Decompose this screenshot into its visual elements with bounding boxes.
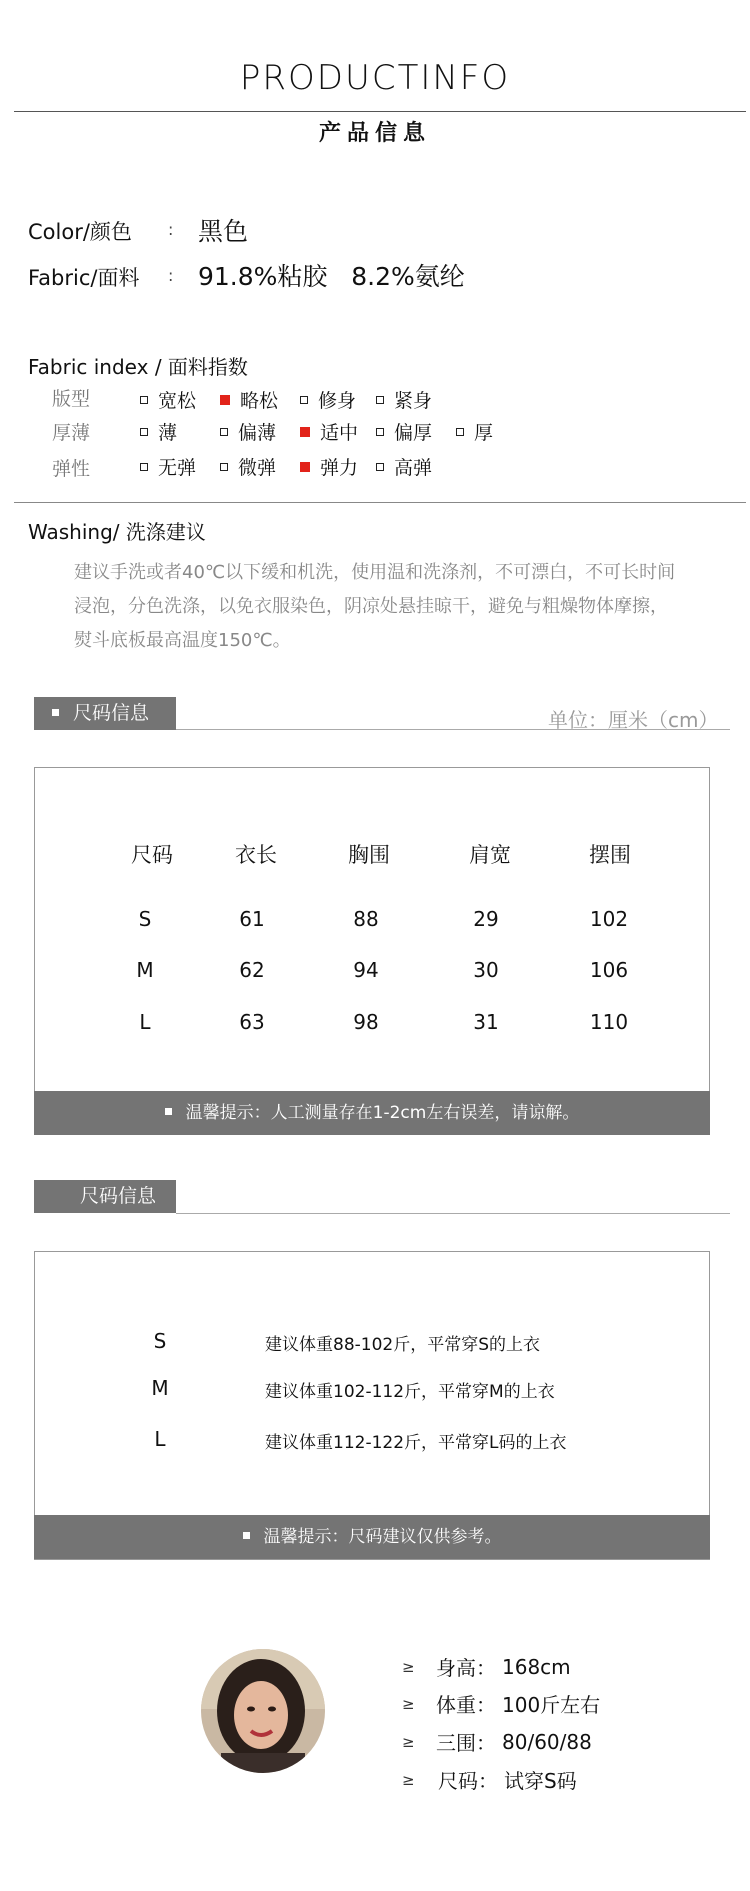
checkbox-checked-icon bbox=[220, 395, 230, 405]
option-item: 紧身 bbox=[376, 386, 432, 413]
option-item: 修身 bbox=[300, 386, 356, 413]
header-divider bbox=[14, 111, 746, 112]
option-item-selected: 弹力 bbox=[300, 453, 358, 480]
table-cell: 29 bbox=[473, 907, 499, 931]
fabric-label: Fabric/面料 bbox=[28, 266, 140, 290]
unit-label: 单位：厘米（cm） bbox=[548, 708, 719, 732]
fit-row-label: 版型 bbox=[52, 388, 91, 410]
square-icon bbox=[243, 1532, 250, 1539]
option-item: 微弹 bbox=[220, 453, 276, 480]
rec-size-label: M bbox=[151, 1376, 169, 1400]
model-measurements: ≥ 三围： 80/60/88 bbox=[402, 1729, 592, 1755]
model-weight: ≥ 体重： 100斤左右 bbox=[402, 1693, 601, 1717]
model-height: ≥ 身高： 168cm bbox=[402, 1654, 571, 1680]
table-cell: 102 bbox=[589, 907, 629, 931]
table-cell: S bbox=[138, 907, 152, 931]
option-item: 厚 bbox=[456, 418, 493, 445]
recommend-tip: 温馨提示：尺码建议仅供参考。 bbox=[34, 1515, 710, 1559]
size-recommend-underline bbox=[176, 1213, 730, 1214]
size-table bbox=[34, 767, 710, 1135]
table-cell: 98 bbox=[353, 1010, 379, 1034]
color-value: 黑色 bbox=[198, 217, 249, 246]
size-table-header: 胸围 bbox=[348, 843, 390, 867]
rec-size-text: 建议体重88-102斤，平常穿S的上衣 bbox=[265, 1335, 541, 1355]
size-table-header: 衣长 bbox=[235, 843, 277, 867]
table-cell: 30 bbox=[473, 958, 499, 982]
model-avatar bbox=[201, 1649, 325, 1773]
table-cell: 106 bbox=[589, 958, 629, 982]
checkbox-icon bbox=[376, 396, 384, 404]
option-item-selected: 略松 bbox=[220, 386, 278, 413]
washing-text bbox=[74, 556, 744, 658]
size-table-header: 肩宽 bbox=[469, 843, 511, 867]
checkbox-icon bbox=[140, 428, 148, 436]
washing-line: 浸泡，分色洗涤，以免衣服染色，阴凉处悬挂晾干，避免与粗燥物体摩擦， bbox=[74, 596, 668, 617]
checkbox-checked-icon bbox=[300, 462, 310, 472]
table-cell: 61 bbox=[239, 907, 265, 931]
thickness-row-label: 厚薄 bbox=[52, 422, 91, 444]
color-colon: : bbox=[168, 220, 174, 239]
model-size: ≥ 尺码： 试穿S码 bbox=[402, 1769, 577, 1793]
size-recommend-tab: 尺码信息 bbox=[34, 1180, 176, 1213]
page-title-cn: 产品信息 bbox=[318, 121, 431, 146]
rec-size-label: S bbox=[153, 1329, 167, 1353]
section-divider bbox=[14, 502, 746, 503]
checkbox-icon bbox=[376, 428, 384, 436]
table-cell: 62 bbox=[239, 958, 265, 982]
arrow-icon: ≥ bbox=[402, 1770, 415, 1789]
table-cell: 94 bbox=[353, 958, 379, 982]
size-table-header: 摆围 bbox=[589, 843, 631, 867]
size-table-header: 尺码 bbox=[131, 843, 173, 867]
arrow-icon: ≥ bbox=[402, 1732, 415, 1751]
table-cell: 88 bbox=[353, 907, 379, 931]
page-title-en: PRODUCTINFO bbox=[239, 58, 511, 98]
arrow-icon: ≥ bbox=[402, 1694, 415, 1713]
rec-size-text: 建议体重102-112斤，平常穿M的上衣 bbox=[265, 1382, 555, 1402]
option-item: 高弹 bbox=[376, 453, 432, 480]
table-cell: 63 bbox=[239, 1010, 265, 1034]
checkbox-icon bbox=[220, 428, 228, 436]
rec-size-text: 建议体重112-122斤，平常穿L码的上衣 bbox=[265, 1433, 567, 1453]
size-info-tab: 尺码信息 bbox=[34, 697, 176, 730]
option-item: 偏薄 bbox=[220, 418, 276, 445]
fabric-colon: : bbox=[168, 266, 174, 285]
checkbox-icon bbox=[300, 396, 308, 404]
arrow-icon: ≥ bbox=[402, 1657, 415, 1676]
checkbox-icon bbox=[140, 396, 148, 404]
table-cell: M bbox=[136, 958, 154, 982]
checkbox-icon bbox=[140, 463, 148, 471]
size-recommend-box bbox=[34, 1251, 710, 1560]
square-icon bbox=[52, 709, 59, 716]
rec-size-label: L bbox=[154, 1427, 166, 1451]
option-item-selected: 适中 bbox=[300, 418, 358, 445]
checkbox-icon bbox=[456, 428, 464, 436]
option-item: 偏厚 bbox=[376, 418, 432, 445]
checkbox-icon bbox=[376, 463, 384, 471]
option-item: 宽松 bbox=[140, 386, 196, 413]
option-item: 薄 bbox=[140, 418, 177, 445]
checkbox-checked-icon bbox=[300, 427, 310, 437]
washing-title: Washing/ 洗涤建议 bbox=[28, 520, 206, 544]
table-cell: 31 bbox=[473, 1010, 499, 1034]
elasticity-row-label: 弹性 bbox=[52, 458, 91, 480]
option-item: 无弹 bbox=[140, 453, 196, 480]
color-label: Color/颜色 bbox=[28, 220, 132, 244]
checkbox-icon bbox=[220, 463, 228, 471]
measurement-tip: 温馨提示：人工测量存在1-2cm左右误差，请谅解。 bbox=[34, 1091, 710, 1135]
table-cell: 110 bbox=[589, 1010, 629, 1034]
fabric-value: 91.8%粘胶 8.2%氨纶 bbox=[198, 262, 465, 291]
square-icon bbox=[165, 1108, 172, 1115]
fabric-index-title: Fabric index / 面料指数 bbox=[28, 355, 248, 379]
table-cell: L bbox=[139, 1010, 151, 1034]
washing-line: 熨斗底板最高温度150℃。 bbox=[74, 630, 291, 651]
washing-line: 建议手洗或者40℃以下缓和机洗，使用温和洗涤剂，不可漂白，不可长时间 bbox=[74, 562, 676, 583]
